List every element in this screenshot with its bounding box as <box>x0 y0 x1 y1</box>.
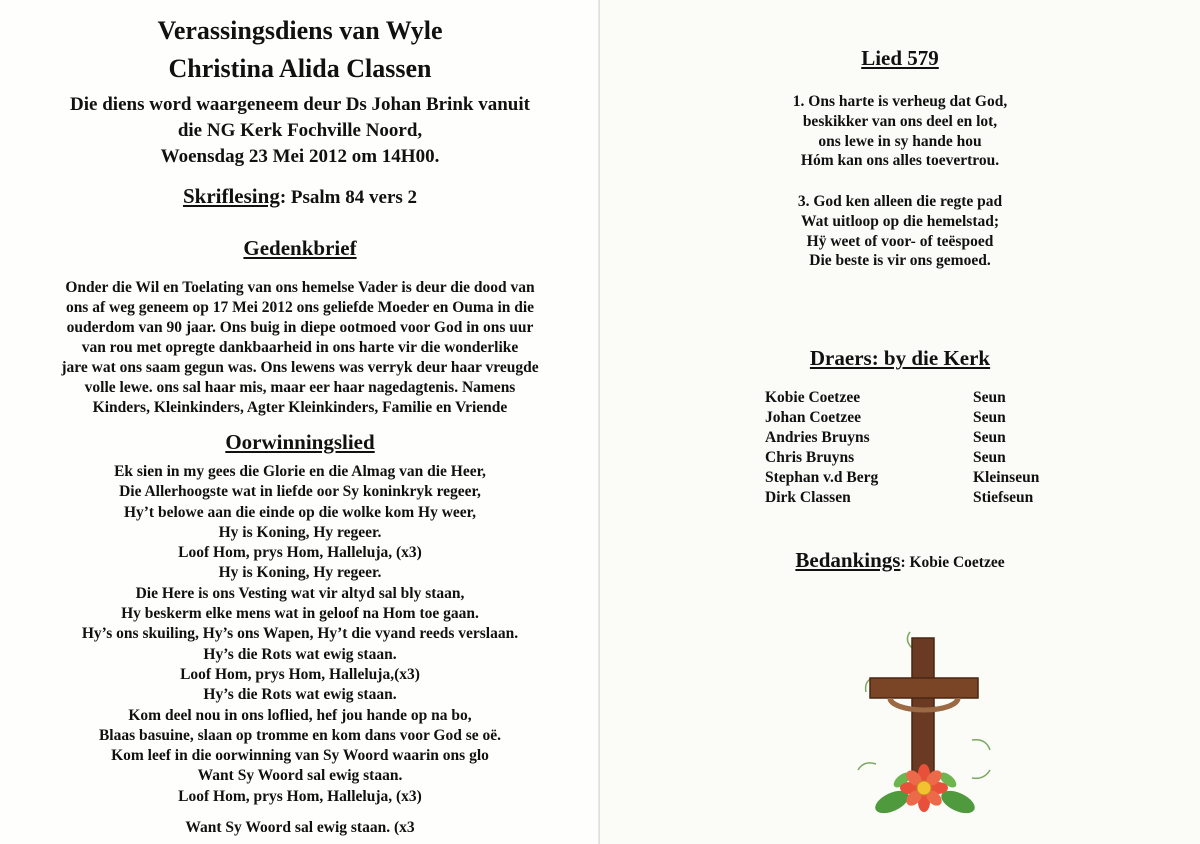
victory-song <box>0 462 600 807</box>
lyric-line: Die Here is ons Vesting wat vir altyd sal bly staan, <box>135 584 465 602</box>
scripture-reading <box>0 184 600 209</box>
bearer-relation: Seun <box>973 389 1006 406</box>
hymn-line: 1. Ons harte is verheug dat God, <box>792 93 1008 110</box>
memorial-heading: Gedenkbrief <box>243 236 357 260</box>
memorial-line: Onder die Wil en Toelating van ons hemelse Vader is deur die dood van <box>65 279 535 296</box>
thanks-label: Bedankings <box>795 548 901 572</box>
cross-with-flower-illustration-icon <box>840 620 1010 830</box>
lyric-line: Die Allerhoogste wat in liefde oor Sy koninkryk regeer, <box>119 483 481 501</box>
bearer-row <box>765 488 1039 508</box>
thanks-line <box>600 548 1200 573</box>
memorial-line: jare wat ons saam gegun was. Ons lewens was verryk deur haar vreugde <box>61 359 539 376</box>
bearers-heading: Draers: by die Kerk <box>809 346 991 370</box>
bearer-name: Andries Bruyns <box>765 429 870 446</box>
bearer-name: Johan Coetzee <box>765 409 861 426</box>
thanks-text: : Kobie Coetzee <box>900 554 1005 571</box>
bearers-list <box>765 388 1039 508</box>
service-line-2: die NG Kerk Fochville Noord, <box>177 120 423 141</box>
bearer-row <box>765 448 1039 468</box>
lyric-line: Hy’s die Rots wat ewig staan. <box>203 686 397 704</box>
bearer-relation: Seun <box>973 449 1006 466</box>
memorial-line: volle lewe. ons sal haar mis, maar eer haar nagedagtenis. Namens <box>84 379 516 396</box>
lyric-line: Want Sy Woord sal ewig staan. <box>197 767 403 785</box>
bearer-row <box>765 388 1039 408</box>
lyric-line: Blaas basuine, slaan op tromme en kom dans voor God se oë. <box>98 726 502 744</box>
lyric-line: Loof Hom, prys Hom, Halleluja, (x3) <box>178 787 422 805</box>
memorial-line: Kinders, Kleinkinders, Agter Kleinkinders, Familie en Vriende <box>92 399 508 416</box>
lyric-last-line: Want Sy Woord sal ewig staan. (x3 <box>185 819 415 836</box>
victory-heading-wrap <box>0 430 600 455</box>
hymn-line: Wat uitloop op die hemelstad; <box>800 212 1000 230</box>
lyric-line: Hy beskerm elke mens wat in geloof na Hom toe gaan. <box>121 605 479 623</box>
hymn-line: Hÿ weet of voor- of teëspoed <box>806 232 994 250</box>
lyric-line: Hy’s ons skuiling, Hy’s ons Wapen, Hy’t die vyand reeds verslaan. <box>81 625 519 643</box>
lyric-line: Loof Hom, prys Hom, Halleluja, (x3) <box>178 544 422 562</box>
bearer-name: Dirk Classen <box>765 489 851 506</box>
lyric-line: Hy’s die Rots wat ewig staan. <box>203 645 397 663</box>
scripture-label: Skriflesing <box>182 184 280 208</box>
bearers-heading-wrap <box>600 346 1200 371</box>
service-line-3: Woensdag 23 Mei 2012 om 14H00. <box>160 146 440 167</box>
lyric-line: Kom deel nou in ons loflied, hef jou hande op na bo, <box>128 706 472 724</box>
bearer-relation: Seun <box>973 429 1006 446</box>
memorial-heading-wrap <box>0 236 600 261</box>
bearer-row <box>765 428 1039 448</box>
bearer-row <box>765 408 1039 428</box>
lyric-line: Kom leef in die oorwinning van Sy Woord waarin ons glo <box>111 747 489 765</box>
hymn-heading: Lied 579 <box>861 46 939 70</box>
bearer-row <box>765 468 1039 488</box>
title-line-1: Verassingsdiens van Wyle <box>157 16 443 45</box>
bearer-relation: Seun <box>973 409 1006 426</box>
lyric-line: Hy is Koning, Hy regeer. <box>218 564 382 582</box>
memorial-line: ouderdom van 90 jaar. Ons buig in diepe ootmoed voor God in ons uur <box>66 319 534 336</box>
hymn-heading-wrap <box>600 46 1200 71</box>
bearer-name: Kobie Coetzee <box>765 389 861 406</box>
lyric-line: Loof Hom, prys Hom, Halleluja,(x3) <box>180 665 420 683</box>
title-line-2: Christina Alida Classen <box>168 54 432 83</box>
lyric-line: Ek sien in my gees die Glorie en die Almag van die Heer, <box>114 463 486 480</box>
bearer-relation: Kleinseun <box>973 469 1040 486</box>
bearer-name: Stephan v.d Berg <box>765 469 879 486</box>
bearer-name: Chris Bruyns <box>765 449 855 466</box>
cross-svg <box>840 620 1010 830</box>
memorial-letter <box>0 278 600 418</box>
victory-heading: Oorwinningslied <box>225 430 375 454</box>
hymn-line: beskikker van ons deel en lot, <box>802 112 998 130</box>
hymn-verse-1 <box>600 92 1200 171</box>
service-line-1: Die diens word waargeneem deur Ds Johan Brink vanuit <box>70 94 530 115</box>
bearer-relation: Stiefseun <box>973 489 1034 506</box>
hymn-line: Hóm kan ons alles toevertrou. <box>800 152 1000 170</box>
memorial-line: ons af weg geneem op 17 Mei 2012 ons geliefde Moeder en Ouma in die <box>65 299 535 316</box>
lyric-line: Hy is Koning, Hy regeer. <box>218 523 382 541</box>
scripture-text: : Psalm 84 vers 2 <box>279 187 418 208</box>
lyric-line: Hy’t belowe aan die einde op die wolke kom Hy weer, <box>123 503 477 521</box>
hymn-line: 3. God ken alleen die regte pad <box>797 193 1003 210</box>
hymn-line: Die beste is vir ons gemoed. <box>809 252 991 270</box>
hymn-line: ons lewe in sy hande hou <box>818 132 982 150</box>
hymn-verse-3 <box>600 192 1200 271</box>
memorial-line: van rou met opregte dankbaarheid in ons harte vir die wonderlike <box>81 339 519 356</box>
